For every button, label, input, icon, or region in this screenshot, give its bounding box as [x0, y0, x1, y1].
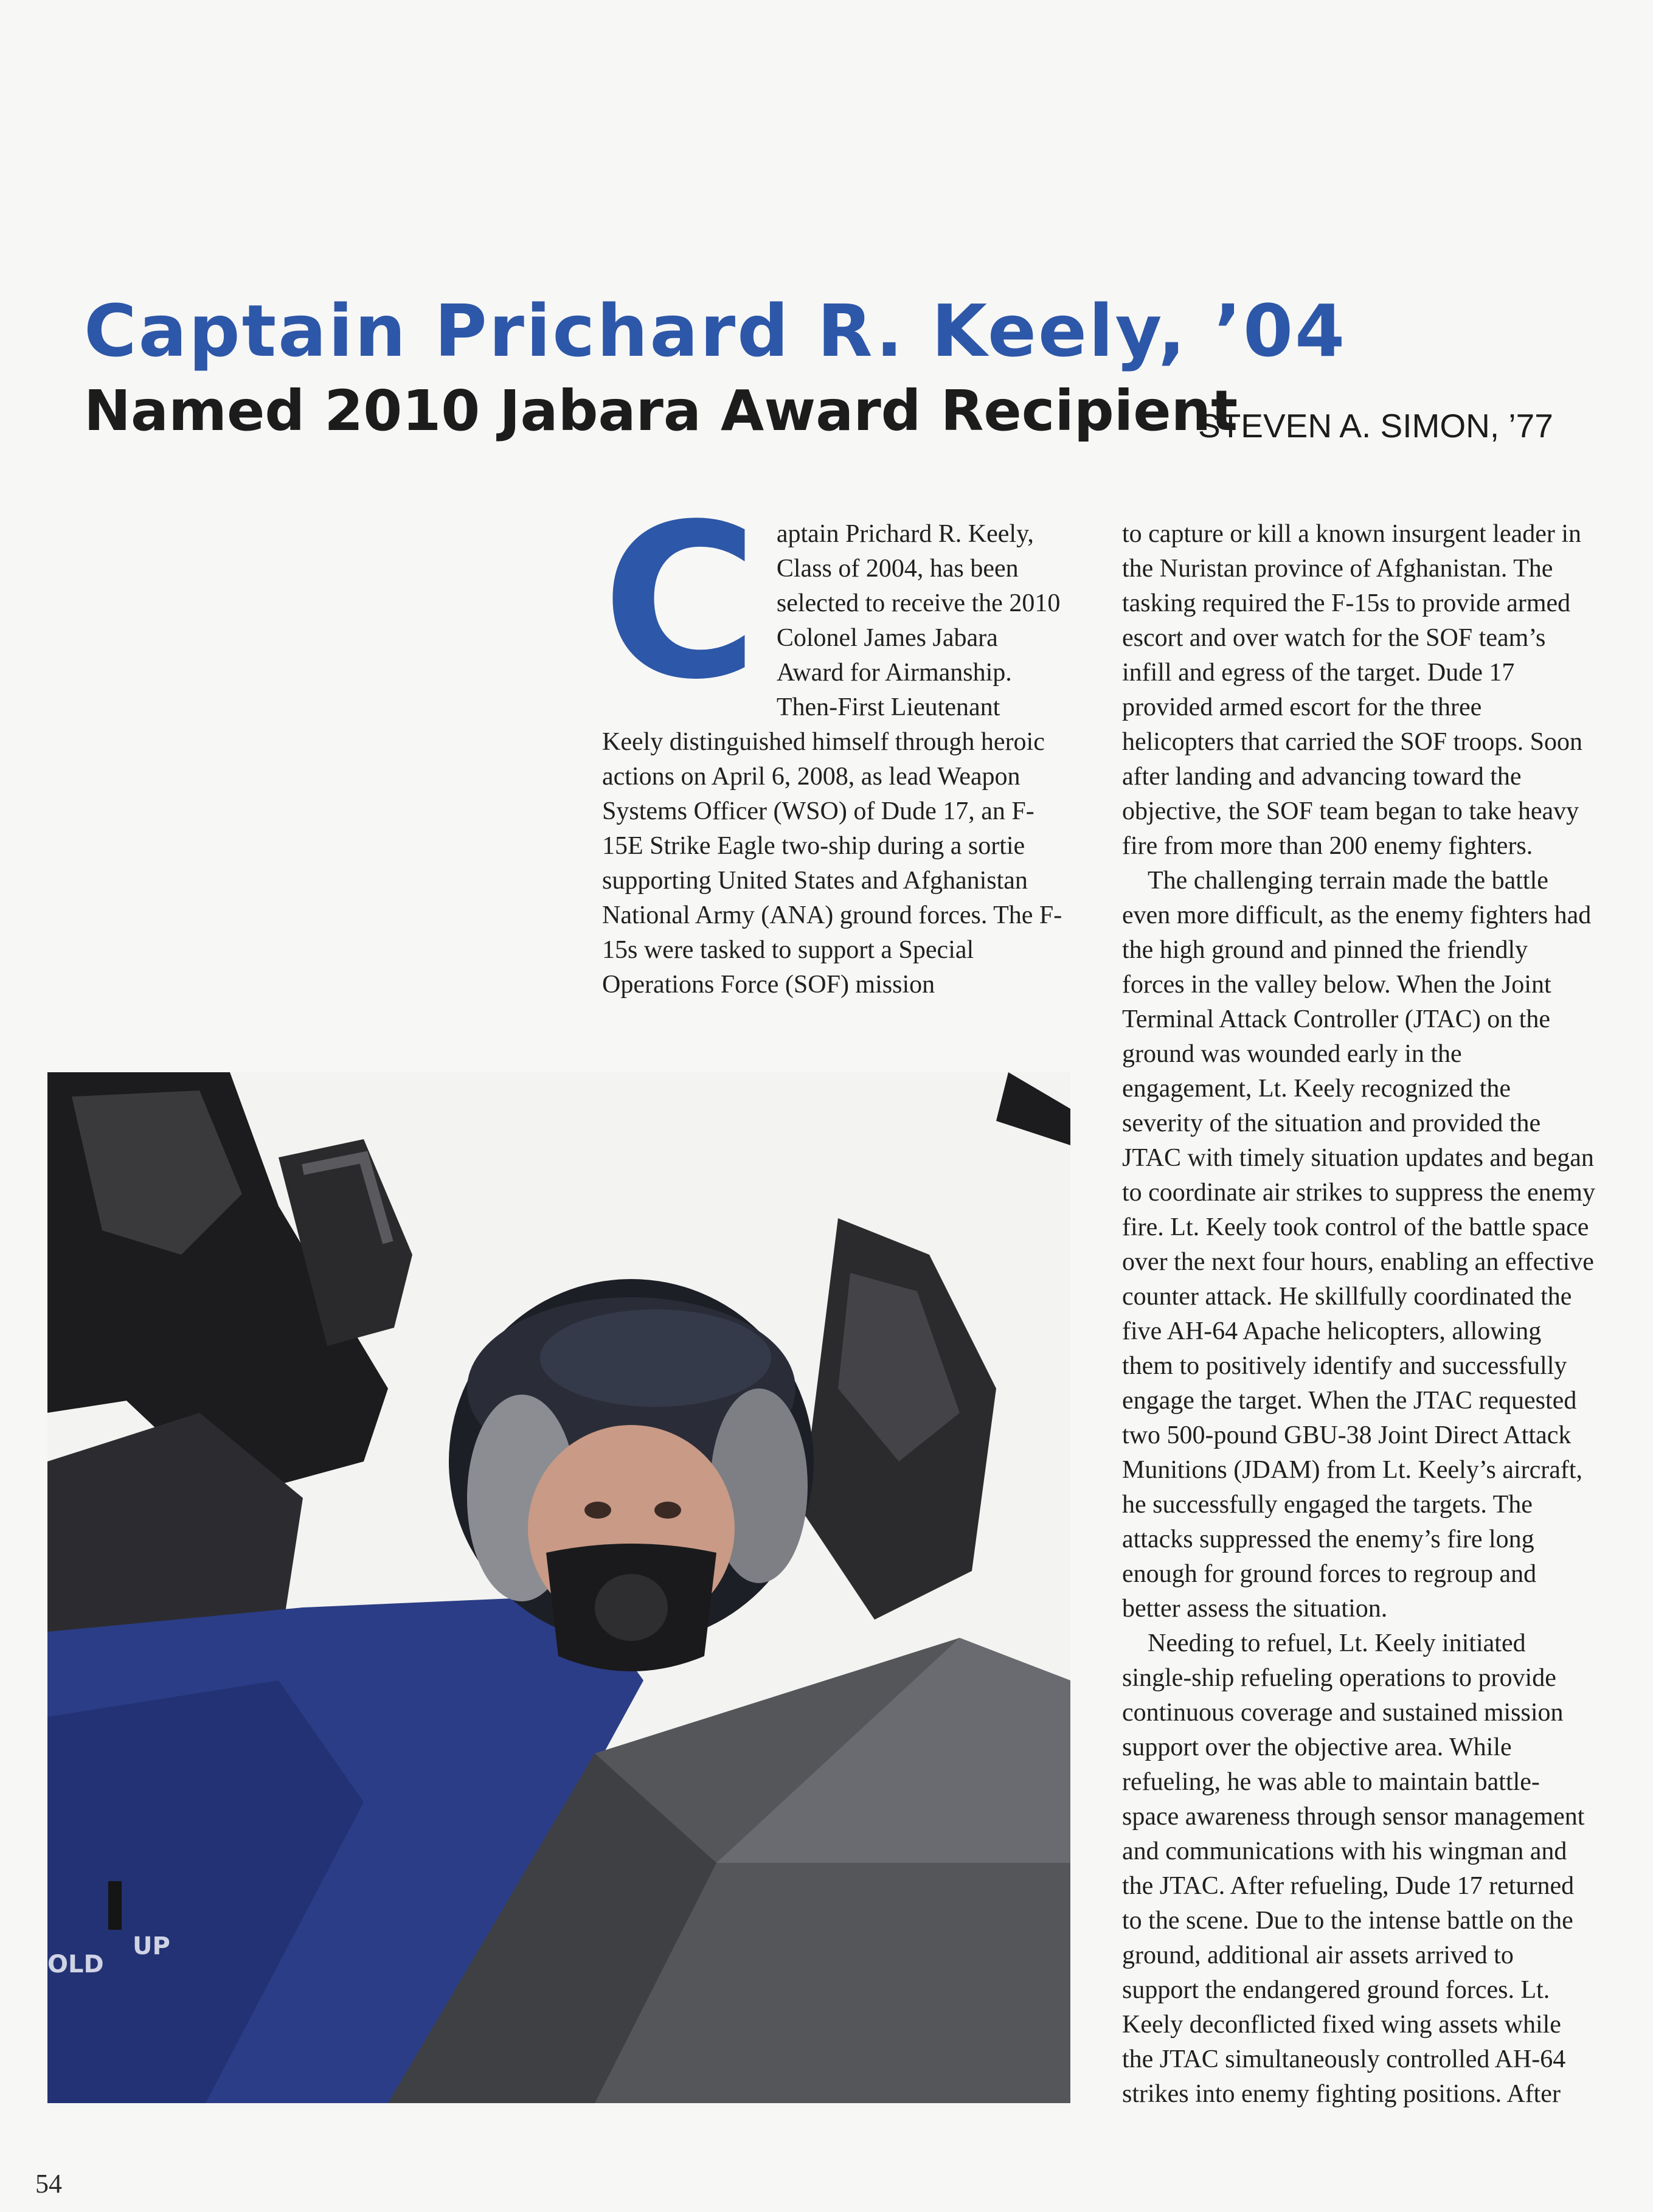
paragraph-3: Needing to refuel, Lt. Keely initiated single-ship refueling operations to provide continuous coverage and sustained mission support over the objective area. While refueling, he was able to maintain battle-space awareness through sensor management and communications with his wingman and the JTAC. After refueling, Dude 17 returned to the scene. Due to the intense battle on the ground, additional air assets arrived to support the endangered ground forces. Lt. Keely deconflicted fixed wing assets while the JTAC simultaneously controlled AH-64 strikes into enemy fighting positions. After — [1122, 1629, 1585, 2108]
drop-cap: C — [602, 478, 758, 726]
paragraph-2: The challenging terrain made the battle even more difficult, as the enemy fighters had the high ground and pinned the friendly forces in the valley below. When the Joint Terminal Attack Controller (JTAC) on the ground was wounded early in the engagement, Lt. Keely recognized the severity of the situation and provided the JTAC with timely situation updates and began to coordinate air strikes to suppress the enemy fire. Lt. Keely took control of the battle space over the next four hours, enabling an effective counter attack. He skillfully coordinated the five AH-64 Apache helicopters, allowing them to positively identify and successfully engage the target. When the JTAC requested two 500-pound GBU-38 Joint Direct Attack Munitions (JDAM) from Lt. Keely’s aircraft, he successfully engaged the targets. The attacks suppressed the enemy’s fire long enough for ground forces to regroup and better assess the situation. — [1122, 867, 1595, 1623]
page-number: 54 — [35, 2169, 62, 2199]
article-subtitle: Named 2010 Jabara Award Recipient — [84, 378, 1238, 443]
pilot-cockpit-photo — [47, 1072, 1070, 2103]
author-byline: STEVEN A. SIMON, ’77 — [1198, 407, 1553, 445]
paragraph-1: to capture or kill a known insurgent leader in the Nuristan province of Afghanistan. The tasking required the F-15s to provide armed escort and over watch for the SOF team’s infill and egress of the target. Dude 17 provided armed escort for the three helicopters that carried the SOF troops. Soon after landing and advancing toward the objective, the SOF team began to take heavy fire from more than 200 enemy fighters. — [1122, 520, 1583, 860]
text-column-right — [1122, 517, 1596, 2112]
intro-paragraph: aptain Prichard R. Keely, Class of 2004, has been selected to receive the 2010 Colonel James Jabara Award for Airmanship. Then-First Lieutenant Keely distinguished himself through heroic actions on April 6, 2008, as lead Weapon Systems Officer (WSO) of Dude 17, an F-15E Strike Eagle two-ship during a sortie supporting United States and Afghanistan National Army (ANA) ground forces. The F-15s were tasked to support a Special Operations Force (SOF) mission — [602, 520, 1062, 999]
article-title: Captain Prichard R. Keely, ’04 — [84, 289, 1347, 373]
text-column-left — [602, 478, 1064, 1002]
panel-label-old: OLD — [47, 1950, 104, 1978]
panel-label-up: UP — [133, 1932, 170, 1960]
